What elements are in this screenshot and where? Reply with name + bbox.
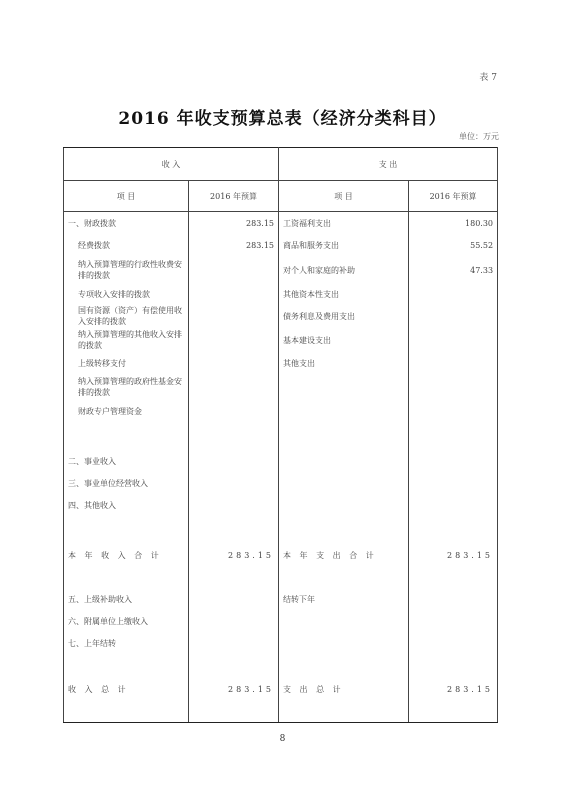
income-item-cell: 七、上年结转 [64,632,189,654]
income-item-cell: 纳入预算管理的其他收入安排的拨款 [64,328,189,352]
expenditure-item-cell [279,654,409,678]
expenditure-item-cell: 基本建设支出 [279,328,409,352]
expenditure-item-cell: 结转下年 [279,588,409,610]
table-number: 表 7 [479,73,497,83]
income-budget-cell [189,494,279,516]
column-header-item-right: 项 目 [279,181,409,212]
expenditure-budget-cell [409,494,498,516]
income-budget-cell [189,700,279,723]
expenditure-item-cell [279,494,409,516]
income-item-cell: 纳入预算管理的政府性基金安排的拨款 [64,374,189,400]
expenditure-item-cell: 商品和服务支出 [279,234,409,256]
expenditure-budget-cell [409,328,498,352]
table-row [64,352,498,374]
income-item-cell: 四、其他收入 [64,494,189,516]
expenditure-budget-cell [409,566,498,588]
expenditure-budget-cell: 180.30 [409,212,498,235]
column-header-item-left: 项 目 [64,181,189,212]
table-row [64,700,498,723]
income-item-cell [64,654,189,678]
income-header: 收 入 [64,148,279,181]
income-budget-cell [189,472,279,494]
income-budget-cell: 283.15 [189,678,279,700]
expenditure-budget-cell [409,374,498,400]
table-row [64,400,498,422]
income-item-cell: 纳入预算管理的行政性收费安排的拨款 [64,256,189,284]
income-item-cell [64,566,189,588]
page-title: 2016 年收支预算总表（经济分类科目） [118,109,447,129]
income-item-cell: 本 年 收 入 合 计 [64,544,189,566]
expenditure-budget-cell [409,352,498,374]
income-budget-cell [189,654,279,678]
income-budget-cell: 283.15 [189,544,279,566]
income-budget-cell [189,516,279,544]
table-row [64,494,498,516]
table-row [64,304,498,328]
table-row [64,516,498,544]
table-row [64,654,498,678]
income-budget-cell [189,304,279,328]
expenditure-item-cell: 本 年 支 出 合 计 [279,544,409,566]
expenditure-budget-cell [409,472,498,494]
expenditure-item-cell: 工资福利支出 [279,212,409,235]
expenditure-item-cell [279,450,409,472]
income-item-cell: 一、财政拨款 [64,212,189,235]
column-header-budget-right: 2016 年预算 [409,181,498,212]
expenditure-item-cell [279,610,409,632]
income-item-cell [64,700,189,723]
income-budget-cell [189,256,279,284]
expenditure-budget-cell [409,400,498,422]
expenditure-budget-cell [409,588,498,610]
expenditure-budget-cell [409,450,498,472]
income-item-cell: 财政专户管理资金 [64,400,189,422]
table-row [64,234,498,256]
income-item-cell: 五、上级补助收入 [64,588,189,610]
expenditure-item-cell [279,516,409,544]
expenditure-budget-cell: 55.52 [409,234,498,256]
expenditure-item-cell: 对个人和家庭的补助 [279,256,409,284]
income-item-cell: 专项收入安排的拨款 [64,284,189,304]
table-row [64,678,498,700]
expenditure-item-cell: 支 出 总 计 [279,678,409,700]
expenditure-budget-cell [409,610,498,632]
income-budget-cell [189,632,279,654]
expenditure-header: 支 出 [279,148,498,181]
income-item-cell: 二、事业收入 [64,450,189,472]
income-budget-cell [189,328,279,352]
unit-label: 单位：万元 [459,132,499,141]
table-row [64,256,498,284]
expenditure-budget-cell [409,654,498,678]
income-budget-cell [189,374,279,400]
expenditure-budget-cell: 283.15 [409,678,498,700]
expenditure-item-cell: 债务利息及费用支出 [279,304,409,328]
income-budget-cell: 283.15 [189,212,279,235]
expenditure-budget-cell [409,700,498,723]
income-item-cell: 三、事业单位经营收入 [64,472,189,494]
income-budget-cell [189,566,279,588]
expenditure-budget-cell [409,284,498,304]
expenditure-budget-cell: 47.33 [409,256,498,284]
income-budget-cell [189,450,279,472]
expenditure-item-cell [279,566,409,588]
table-row [64,566,498,588]
income-budget-cell [189,352,279,374]
expenditure-budget-cell: 283.15 [409,544,498,566]
expenditure-item-cell [279,472,409,494]
column-header-budget-left: 2016 年预算 [189,181,279,212]
table-row [64,284,498,304]
page-number: 8 [279,734,286,744]
table-row [64,450,498,472]
table-row [64,588,498,610]
income-item-cell: 六、附属单位上缴收入 [64,610,189,632]
income-item-cell: 收 入 总 计 [64,678,189,700]
income-item-cell [64,422,189,450]
table-row [64,472,498,494]
header-row-columns [64,181,498,212]
expenditure-item-cell: 其他支出 [279,352,409,374]
income-budget-cell [189,400,279,422]
expenditure-budget-cell [409,632,498,654]
income-item-cell: 经费拨款 [64,234,189,256]
table-row [64,212,498,235]
expenditure-item-cell [279,700,409,723]
income-item-cell [64,516,189,544]
income-budget-cell [189,422,279,450]
income-budget-cell [189,284,279,304]
table-row [64,374,498,400]
expenditure-item-cell [279,400,409,422]
income-budget-cell [189,610,279,632]
table-row [64,328,498,352]
expenditure-budget-cell [409,516,498,544]
income-item-cell: 上级转移支付 [64,352,189,374]
table-body [64,212,498,723]
table-row [64,632,498,654]
expenditure-item-cell: 其他资本性支出 [279,284,409,304]
table-row [64,544,498,566]
expenditure-item-cell [279,632,409,654]
header-row-group [64,148,498,181]
income-budget-cell [189,588,279,610]
budget-table [63,147,498,723]
expenditure-item-cell [279,374,409,400]
income-budget-cell: 283.15 [189,234,279,256]
expenditure-budget-cell [409,304,498,328]
table-row [64,422,498,450]
income-item-cell: 国有资源（资产）有偿使用收入安排的拨款 [64,304,189,328]
table-row [64,610,498,632]
expenditure-item-cell [279,422,409,450]
expenditure-budget-cell [409,422,498,450]
